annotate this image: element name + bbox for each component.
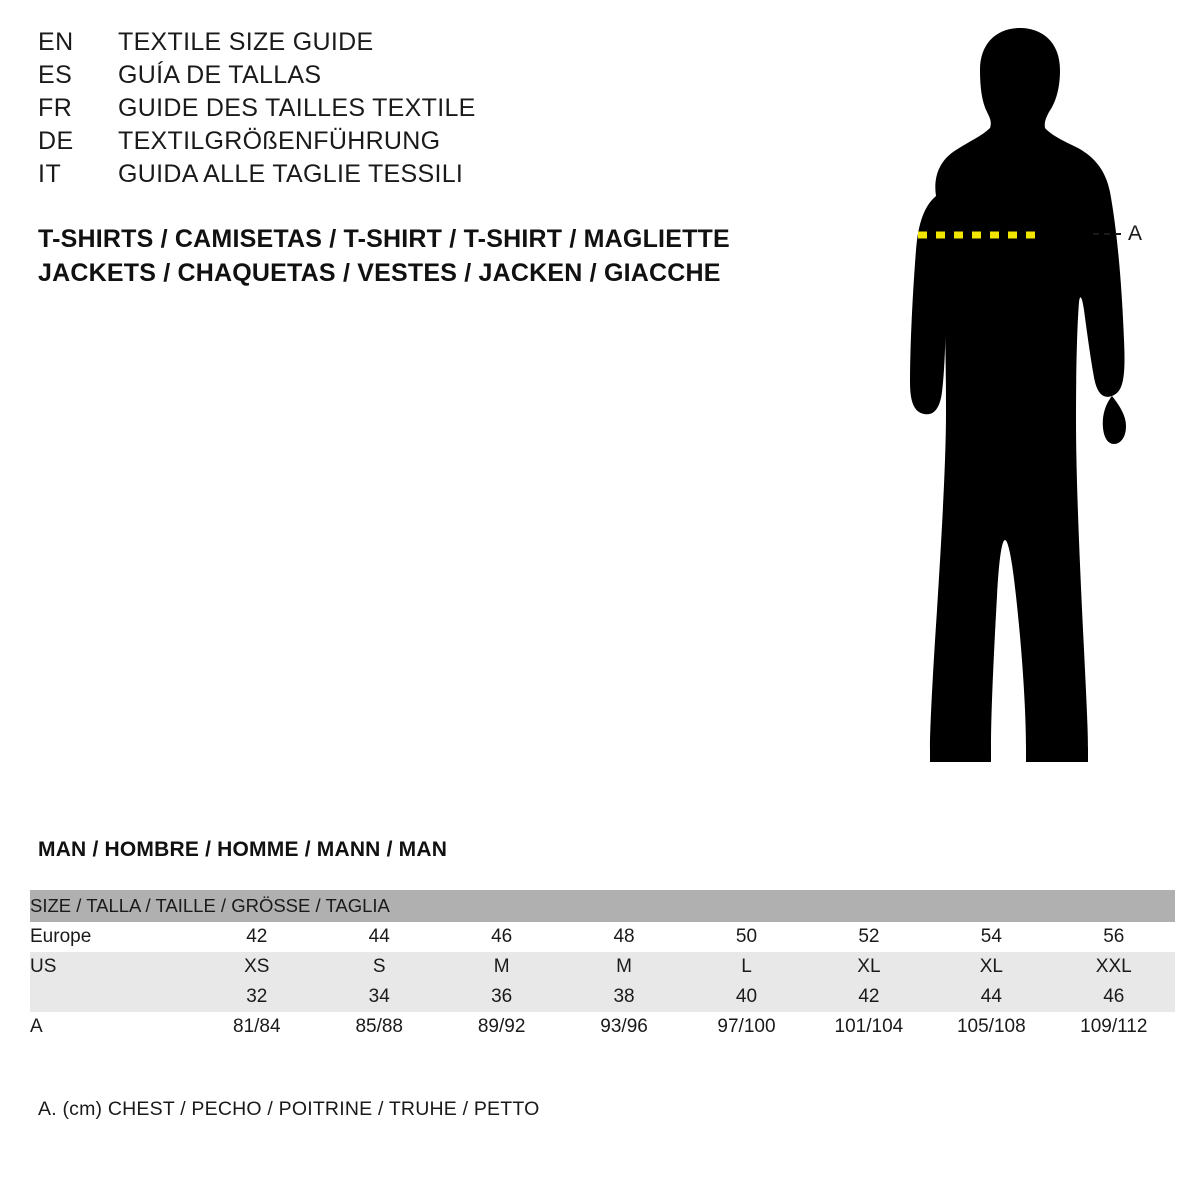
table-cell: 52 (808, 922, 930, 952)
body-silhouette (830, 10, 1190, 800)
table-cell: 42 (196, 922, 318, 952)
language-title: TEXTILGRÖßENFÜHRUNG (118, 127, 441, 155)
garment-category-tshirts: T-SHIRTS / CAMISETAS / T-SHIRT / T-SHIRT / MAGLIETTE (38, 225, 730, 253)
table-cell: 40 (685, 982, 807, 1012)
language-title: GUIDE DES TAILLES TEXTILE (118, 94, 476, 122)
table-cell: 34 (318, 982, 440, 1012)
table-cell: 44 (930, 982, 1052, 1012)
table-header-label: SIZE / TALLA / TAILLE / GRÖSSE / TAGLIA (30, 890, 1175, 922)
man-silhouette-path (930, 28, 1125, 762)
row-label: A (30, 1012, 196, 1042)
table-cell: 109/112 (1053, 1012, 1175, 1042)
garment-category-list (38, 222, 730, 290)
row-label: US (30, 952, 196, 982)
measure-leader-line (1093, 233, 1121, 235)
language-row (38, 160, 758, 193)
table-cell: 50 (685, 922, 807, 952)
silhouette-left-arm (910, 196, 946, 414)
table-cell: M (563, 952, 685, 982)
table-cell: S (318, 952, 440, 982)
table-cell: 105/108 (930, 1012, 1052, 1042)
table-cell: XL (808, 952, 930, 982)
row-label: Europe (30, 922, 196, 952)
language-code: EN (38, 28, 74, 56)
silhouette-svg (830, 10, 1190, 800)
table-cell: XL (930, 952, 1052, 982)
size-table (30, 890, 1175, 1042)
table-cell: 54 (930, 922, 1052, 952)
table-cell: 32 (196, 982, 318, 1012)
table-header-row (30, 890, 1175, 922)
language-code: ES (38, 61, 73, 89)
table-cell: XS (196, 952, 318, 982)
language-row (38, 127, 758, 160)
table-group-title: MAN / HOMBRE / HOMME / MANN / MAN (38, 838, 448, 861)
silhouette-right-hand (1103, 396, 1126, 444)
table-cell: 38 (563, 982, 685, 1012)
measure-label-a: A (1128, 222, 1143, 245)
language-row (38, 28, 758, 61)
measurement-footnote: A. (cm) CHEST / PECHO / POITRINE / TRUHE / PETTO (38, 1098, 540, 1120)
table-row (30, 952, 1175, 982)
table-cell: 48 (563, 922, 685, 952)
table-cell: 101/104 (808, 1012, 930, 1042)
table-cell: 36 (440, 982, 562, 1012)
table-row (30, 922, 1175, 952)
language-code: DE (38, 127, 74, 155)
table-cell: M (440, 952, 562, 982)
language-code: FR (38, 94, 73, 122)
table-cell: 46 (440, 922, 562, 952)
language-row (38, 94, 758, 127)
language-row (38, 61, 758, 94)
table-cell: 97/100 (685, 1012, 807, 1042)
table-cell: XXL (1053, 952, 1175, 982)
language-title: TEXTILE SIZE GUIDE (118, 28, 374, 56)
table-row (30, 1012, 1175, 1042)
language-title: GUÍA DE TALLAS (118, 61, 322, 89)
table-row (30, 982, 1175, 1012)
table-cell: L (685, 952, 807, 982)
table-cell: 44 (318, 922, 440, 952)
row-label (30, 982, 196, 1012)
table-cell: 81/84 (196, 1012, 318, 1042)
language-list (38, 28, 758, 193)
language-code: IT (38, 160, 62, 188)
table-cell: 89/92 (440, 1012, 562, 1042)
language-title: GUIDA ALLE TAGLIE TESSILI (118, 160, 464, 188)
table-cell: 93/96 (563, 1012, 685, 1042)
garment-category-jackets: JACKETS / CHAQUETAS / VESTES / JACKEN / GIACCHE (38, 259, 721, 287)
table-cell: 46 (1053, 982, 1175, 1012)
table-cell: 56 (1053, 922, 1175, 952)
table-cell: 42 (808, 982, 930, 1012)
table-cell: 85/88 (318, 1012, 440, 1042)
